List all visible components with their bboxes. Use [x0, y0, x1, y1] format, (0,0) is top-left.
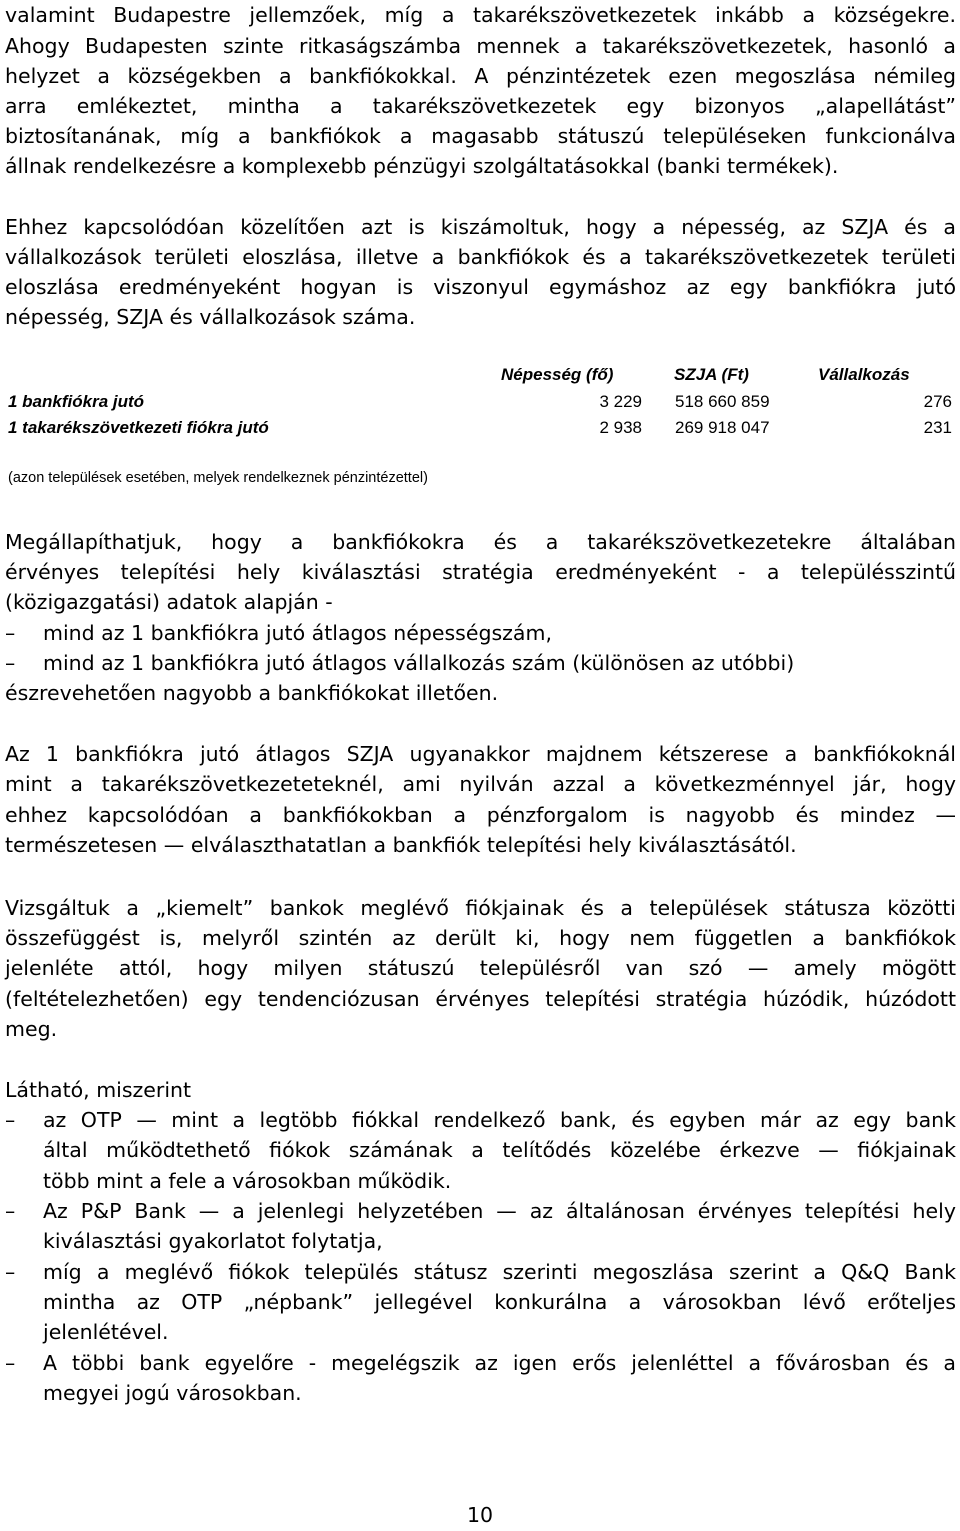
text-line: eloszlása eredményeként hogyan is viszonyul egymáshoz az egy bankfiókra jutó	[5, 275, 956, 299]
text-line: arra emlékeztet, mintha a takarékszövetkezetek egy bizonyos „alapellátást”	[5, 94, 956, 118]
column-header-nepesseg: Népesség (fő)	[501, 365, 614, 384]
list-bullet: –	[5, 1260, 16, 1284]
list-item-line: által működtethető fiókok számának a telítődés közelébe érkezve — fiókjainak	[43, 1138, 956, 1162]
table-cell: 518 660 859	[675, 392, 770, 411]
text-line: meg.	[5, 1017, 58, 1041]
text-line: Látható, miszerint	[5, 1078, 192, 1102]
row-label: 1 takarékszövetkezeti fiókra jutó	[8, 418, 269, 437]
list-item-line: Az P&P Bank — a jelenlegi helyzetében — az általánosan érvényes telepítési hely	[43, 1199, 956, 1223]
stats-table	[0, 365, 960, 445]
text-line: (feltételezhetően) egy tendenciózusan érvényes telepítési stratégia húzódik, húzódott	[5, 987, 956, 1011]
list-item-line: mintha az OTP „népbank” jellegével konkurálna a városokban lévő erőteljes	[43, 1290, 956, 1314]
table-cell: 2 938	[599, 418, 642, 437]
page-number: 10	[466, 1503, 494, 1527]
list-bullet: –	[5, 651, 16, 675]
text-line: népesség, SZJA és vállalkozások száma.	[5, 305, 416, 329]
text-line: állnak rendelkezésre a komplexebb pénzügyi szolgáltatásokkal (banki termékek).	[5, 154, 839, 178]
list-item-line: kiválasztási gyakorlatot folytatja,	[43, 1229, 383, 1253]
text-line: Az 1 bankfiókra jutó átlagos SZJA ugyanakkor majdnem kétszerese a bankfiókoknál	[5, 742, 956, 766]
text-line: jelenléte attól, hogy milyen státuszú településről van szó — amely mögött	[5, 956, 956, 980]
row-label: 1 bankfiókra jutó	[8, 392, 145, 411]
list-item: mind az 1 bankfiókra jutó átlagos vállalkozás szám (különösen az utóbbi)	[43, 651, 795, 675]
text-line: természetesen — elválaszthatatlan a bankfiók telepítési hely kiválasztásától.	[5, 833, 797, 857]
column-header-szja: SZJA (Ft)	[674, 365, 749, 384]
text-line: (közigazgatási) adatok alapján -	[5, 590, 333, 614]
text-line: érvényes telepítési hely kiválasztási stratégia eredményeként - a településszintű	[5, 560, 956, 584]
text-line: mint a takarékszövetkezeteteknél, ami nyilván azzal a következménnyel jár, hogy	[5, 772, 956, 796]
text-line: helyzet a községekben a bankfiókokkal. A pénzintézetek ezen megoszlása némileg	[5, 64, 956, 88]
text-line: észrevehetően nagyobb a bankfiókokat illetően.	[5, 681, 499, 705]
list-bullet: –	[5, 1108, 16, 1132]
table-note: (azon települések esetében, melyek rendelkeznek pénzintézettel)	[8, 470, 428, 486]
list-bullet: –	[5, 1351, 16, 1375]
text-line: összefüggést is, melyről szintén az derült ki, hogy nem független a bankfiókok	[5, 926, 956, 950]
column-header-vallalkozas: Vállalkozás	[818, 365, 910, 384]
list-item-line: A többi bank egyelőre - megelégszik az igen erős jelenléttel a fővárosban és a	[43, 1351, 956, 1375]
list-bullet: –	[5, 621, 16, 645]
list-bullet: –	[5, 1199, 16, 1223]
list-item-line: az OTP — mint a legtöbb fiókkal rendelkező bank, és egyben már az egy bank	[43, 1108, 956, 1132]
list-item-line: több mint a fele a városokban működik.	[43, 1169, 452, 1193]
table-cell: 3 229	[599, 392, 642, 411]
list-item: mind az 1 bankfiókra jutó átlagos népességszám,	[43, 621, 552, 645]
list-item-line: míg a meglévő fiókok település státusz szerinti megoszlása szerint a Q&Q Bank	[43, 1260, 956, 1284]
text-line: Ahogy Budapesten szinte ritkaságszámba mennek a takarékszövetkezetek, hasonló a	[5, 34, 956, 58]
text-line: Megállapíthatjuk, hogy a bankfiókokra és a takarékszövetkezetekre általában	[5, 530, 956, 554]
table-cell: 269 918 047	[675, 418, 770, 437]
text-line: valamint Budapestre jellemzőek, míg a takarékszövetkezetek inkább a községekre.	[5, 3, 956, 27]
table-cell: 276	[923, 392, 952, 411]
text-line: Ehhez kapcsolódóan közelítően azt is kiszámoltuk, hogy a népesség, az SZJA és a	[5, 215, 956, 239]
text-line: biztosítanának, míg a bankfiókok a magasabb státuszú településeken funkcionálva	[5, 124, 956, 148]
text-line: vállalkozások területi eloszlása, illetve a bankfiókok és a takarékszövetkezetek területi	[5, 245, 956, 269]
text-line: Vizsgáltuk a „kiemelt” bankok meglévő fiókjainak és a települések státusza közötti	[5, 896, 956, 920]
list-item-line: megyei jogú városokban.	[43, 1381, 302, 1405]
list-item-line: jelenlétével.	[43, 1320, 169, 1344]
table-cell: 231	[923, 418, 952, 437]
text-line: ehhez kapcsolódóan a bankfiókokban a pénzforgalom is nagyobb és mindez —	[5, 803, 956, 827]
